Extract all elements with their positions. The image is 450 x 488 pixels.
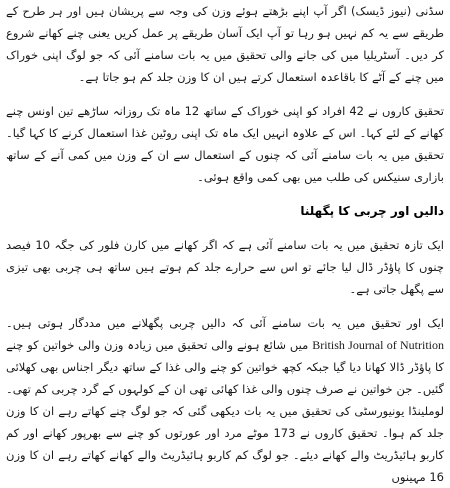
section-subheading: دالیں اور چربی کا پگھلنا: [300, 204, 444, 218]
article-paragraph-3: ایک تازہ تحقیق میں یہ بات سامنے آئی ہے کہ اگر کھانے میں کارن فلور کی جگہ 10 فیصد چنوں کا پاؤڈر ڈال لیا جائے تو اس سے حرارے جلد کم ہوتے ہیں ساتھ ہی چربی بھی تیزی سے پگھل جاتی ہے۔: [6, 238, 444, 296]
article-paragraph-1: سڈنی (نیوز ڈیسک) اگر آپ اپنے بڑھتے ہوئے وزن کی وجہ سے پریشان ہیں اور ہر طرح کے طریقے سے یہ کم نہیں ہو رہا تو آپ ایک آسان طریقے پر عمل کریں یعنی چنے کھانے شروع کر دیں۔ آسٹریلیا میں کی جانے والی تحقیق میں یہ بات سامنے آئی کہ جو لوگ اپنی خوراک میں چنے کے آٹے کا باقاعدہ استعمال کرتے ہیں ان کا وزن جلد کم ہو جاتا ہے۔: [6, 4, 444, 84]
article-paragraph-2: تحقیق کاروں نے 42 افراد کو اپنی خوراک کے ساتھ 12 ماہ تک روزانہ ساڑھے تین اونس چنے کھانے کے لئے کہا۔ اس کے علاوہ انہیں ایک ماہ تک اپنی روٹین غذا استعمال کرنے کا کہا گیا۔ تحقیق میں یہ بات سامنے آئی کہ چنوں کے استعمال سے ان کے وزن میں کمی آنے کے ساتھ بازاری سنیکس کی طلب میں بھی کمی واقع ہوئی۔: [6, 104, 444, 184]
paragraph-4-text-start: ایک اور تحقیق میں یہ بات سامنے آئی کہ دالیں چربی پگھلانے میں مددگار ہوتی ہیں۔: [6, 316, 444, 330]
journal-name: British Journal of Nutrition: [312, 338, 445, 352]
article-paragraph-4: [6, 312, 444, 488]
paragraph-4-text-end: میں شائع ہونے والی تحقیق میں زیادہ وزن والی خواتین کو چنے کا پاؤڈر ڈالا کھانا دیا گیا جبکہ کچھ خواتین کو چنے والی غذا کے ساتھ دیگر اجناس بھی کھلائی گئیں۔ جن خواتین نے صرف چنوں والی غذا کھائی تھی ان کے کولہوں کے گرد چربی کم تھی۔ لوملینڈا یونیورسٹی کی تحقیق میں یہ بات دیکھی گئی کہ جو لوگ چنے کھاتے رہے ان کا وزن جلد کم ہوا۔ تحقیق کاروں نے 173 موٹے مرد اور عورتوں کو چنے سے بھرپور کھانے اور کم کاربو ہائیڈریٹ والے کھانے دیئے۔ جو لوگ کم کاربو ہائیڈریٹ والے کھانے کھاتے رہے ان کا وزن 16 مہینوں: [6, 338, 444, 484]
